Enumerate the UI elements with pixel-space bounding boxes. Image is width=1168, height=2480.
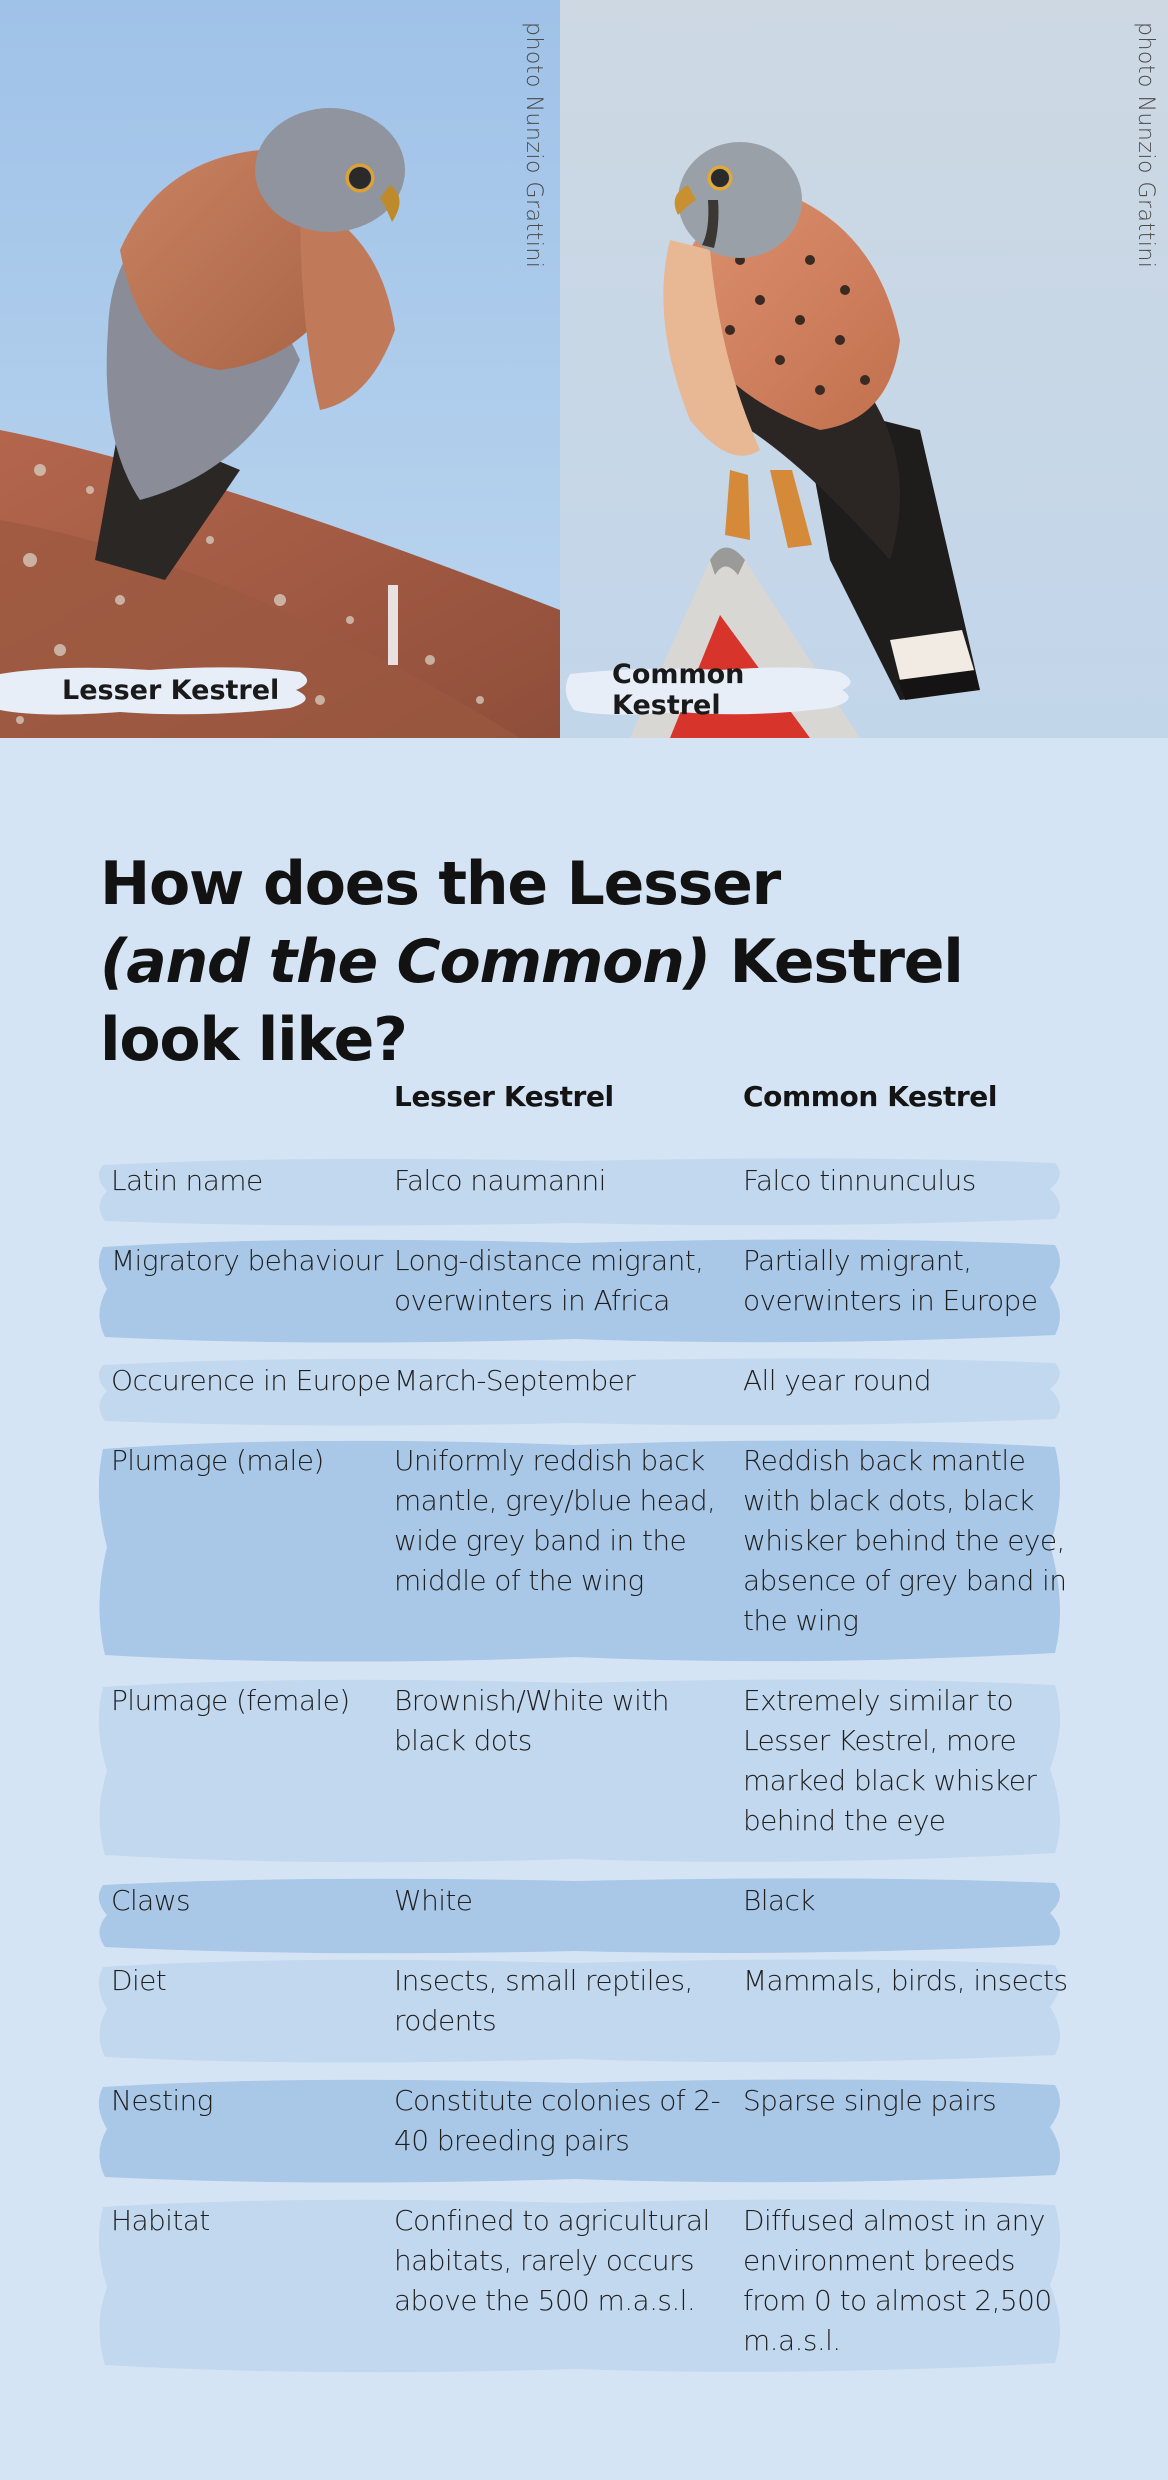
lesser-value: White: [394, 1884, 473, 1917]
lesser-value: Insects, small reptiles, rodents: [394, 1964, 693, 2037]
common-value: Black: [743, 1884, 815, 1917]
photo-credit: photo Nunzio Grattini: [521, 22, 546, 269]
common-value: Falco tinnunculus: [743, 1164, 976, 1197]
title-line-2-rest: Kestrel look like?: [100, 927, 963, 1075]
common-value: Diffused almost in any environment breeds from 0 to almost 2,500 m.a.s.l.: [743, 2204, 1052, 2357]
row-label: Diet: [111, 1964, 167, 1997]
photo-label-common: Common Kestrel: [560, 660, 850, 720]
row-label: Claws: [111, 1884, 190, 1917]
row-label: Plumage (male): [111, 1444, 324, 1477]
common-value: Partially migrant, overwinters in Europe: [743, 1244, 1038, 1317]
title-line-1: How does the Lesser: [100, 849, 781, 919]
title-line-2-italic: (and the Common): [100, 927, 710, 997]
row-label: Nesting: [111, 2084, 213, 2117]
common-value: Mammals, birds, insects: [743, 1964, 1068, 1997]
common-value: Sparse single pairs: [743, 2084, 997, 2117]
row-label: Latin name: [111, 1164, 263, 1197]
lesser-value: Long-distance migrant, overwinters in Africa: [394, 1244, 704, 1317]
row-label: Migratory behaviour: [111, 1244, 383, 1277]
common-value: Reddish back mantle with black dots, black whisker behind the eye, absence of grey band in the wing: [743, 1444, 1067, 1637]
lesser-value: Falco naumanni: [394, 1164, 606, 1197]
column-header-common: Common Kestrel: [743, 1080, 998, 1113]
photo-label-lesser: Lesser Kestrel: [0, 660, 320, 720]
lesser-value: Brownish/White with black dots: [394, 1684, 669, 1757]
common-value: Extremely similar to Lesser Kestrel, more marked black whisker behind the eye: [743, 1684, 1037, 1837]
common-value: All year round: [743, 1364, 931, 1397]
photo-credit: photo Nunzio Grattini: [1133, 22, 1158, 269]
lesser-value: March-September: [394, 1364, 636, 1397]
row-label: Occurence in Europe: [111, 1364, 391, 1397]
row-label: Habitat: [111, 2204, 210, 2237]
row-label: Plumage (female): [111, 1684, 350, 1717]
lesser-value: Confined to agricultural habitats, rarely occurs above the 500 m.a.s.l.: [394, 2204, 710, 2317]
lesser-value: Constitute colonies of 2-40 breeding pairs: [394, 2084, 721, 2157]
column-header-lesser: Lesser Kestrel: [394, 1080, 614, 1113]
lesser-value: Uniformly reddish back mantle, grey/blue head, wide grey band in the middle of the wing: [394, 1444, 716, 1597]
